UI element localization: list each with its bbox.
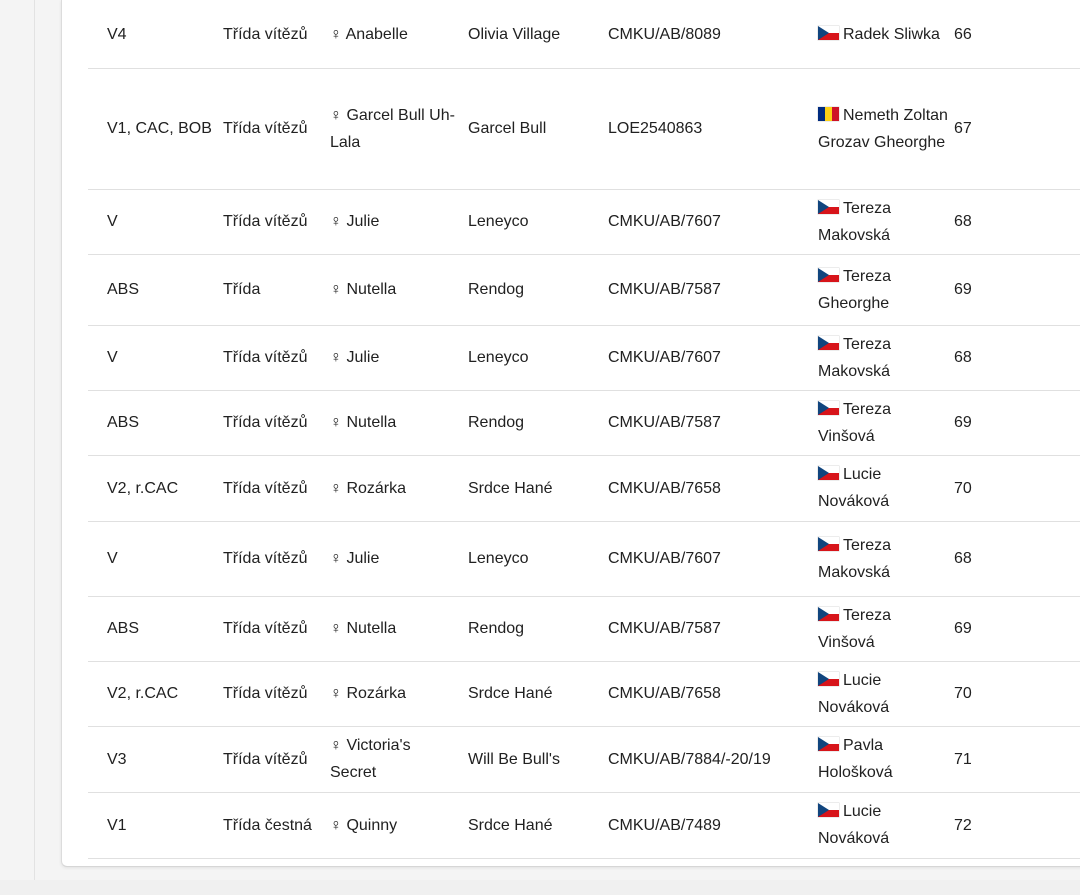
kennel-cell <box>468 455 603 521</box>
registration-cell-text: CMKU/AB/7884/-20/19 <box>608 750 771 768</box>
dog-name-cell-text: ♀ Victoria's Secret <box>330 737 411 781</box>
class-cell <box>223 792 318 858</box>
owner-name: Tereza Vinšová <box>818 606 892 651</box>
kennel-cell-text: Olivia Village <box>468 25 561 43</box>
dog-name-cell-text: ♀ Garcel Bull Uh-Lala <box>330 106 455 151</box>
czech-flag-icon <box>818 401 839 415</box>
catalog-number-cell <box>954 325 984 390</box>
catalog-number-cell-text: 70 <box>954 685 972 702</box>
czech-flag-icon <box>818 26 839 40</box>
grade-cell <box>107 521 217 596</box>
kennel-cell <box>468 390 603 455</box>
romania-flag-icon <box>818 107 839 121</box>
class-cell-text: Třída vítězů <box>223 620 308 637</box>
registration-cell-text: CMKU/AB/7607 <box>608 550 721 567</box>
catalog-number-cell <box>954 68 984 189</box>
class-cell-text: Třída vítězů <box>223 213 308 230</box>
dog-name-cell-text: ♀ Rozárka <box>330 685 407 702</box>
owner-name: Radek Sliwka <box>843 25 940 43</box>
grade-cell <box>107 726 217 792</box>
dog-name-cell-text: ♀ Quinny <box>330 816 398 834</box>
catalog-number-cell-text: 70 <box>954 479 972 497</box>
table-row[interactable] <box>88 726 1080 793</box>
grade-cell <box>107 254 217 325</box>
owner-cell-text <box>818 331 948 385</box>
class-cell-text: Třída vítězů <box>223 120 308 137</box>
class-cell <box>223 390 318 455</box>
catalog-number-cell <box>954 189 984 254</box>
grade-cell-text: V4 <box>107 25 127 43</box>
dog-name-cell-text: ♀ Julie <box>330 550 380 567</box>
catalog-number-cell <box>954 254 984 325</box>
class-cell <box>223 455 318 521</box>
page-bottom-bar <box>0 880 1080 895</box>
czech-flag-icon <box>818 200 839 214</box>
grade-cell-text: ABS <box>107 620 140 637</box>
grade-cell-text: V <box>107 349 118 366</box>
dog-name-cell-text: ♀ Nutella <box>330 414 397 431</box>
dog-name-cell <box>330 661 460 726</box>
class-cell <box>223 68 318 189</box>
catalog-number-cell <box>954 792 984 858</box>
owner-cell <box>818 661 948 726</box>
dog-name-cell <box>330 390 460 455</box>
dog-name-cell <box>330 325 460 390</box>
czech-flag-icon <box>818 466 839 480</box>
owner-cell-text <box>818 461 948 515</box>
table-row[interactable] <box>88 0 1080 69</box>
catalog-number-cell <box>954 661 984 726</box>
table-row[interactable] <box>88 68 1080 190</box>
grade-cell <box>107 189 217 254</box>
kennel-cell <box>468 792 603 858</box>
grade-cell <box>107 455 217 521</box>
class-cell-text: Třída <box>223 281 261 298</box>
grade-cell-text: ABS <box>107 281 140 298</box>
grade-cell <box>107 68 217 189</box>
kennel-cell <box>468 596 603 661</box>
grade-cell-text: V3 <box>107 750 127 768</box>
grade-cell <box>107 325 217 390</box>
owner-cell-text <box>818 195 948 249</box>
registration-cell-text: CMKU/AB/7658 <box>608 479 721 497</box>
table-row[interactable] <box>88 189 1080 255</box>
owner-name: Lucie Nováková <box>818 671 890 716</box>
grade-cell-text: V1, CAC, BOB <box>107 120 212 137</box>
page-left-rule <box>34 0 35 895</box>
czech-flag-icon <box>818 672 839 686</box>
owner-cell-text <box>818 263 948 317</box>
catalog-number-cell-text: 66 <box>954 25 972 43</box>
dog-name-cell-text: ♀ Nutella <box>330 620 397 637</box>
class-cell <box>223 596 318 661</box>
table-row[interactable] <box>88 325 1080 391</box>
grade-cell <box>107 792 217 858</box>
owner-cell-text <box>818 532 948 586</box>
kennel-cell-text: Srdce Hané <box>468 685 553 702</box>
class-cell-text: Třída vítězů <box>223 750 308 768</box>
kennel-cell <box>468 661 603 726</box>
czech-flag-icon <box>818 803 839 817</box>
table-row[interactable] <box>88 596 1080 662</box>
grade-cell-text: ABS <box>107 414 140 431</box>
registration-cell-text: CMKU/AB/7587 <box>608 281 721 298</box>
class-cell <box>223 521 318 596</box>
dog-name-cell <box>330 596 460 661</box>
owner-cell <box>818 325 948 390</box>
class-cell <box>223 325 318 390</box>
dog-name-cell <box>330 68 460 189</box>
owner-cell <box>818 521 948 596</box>
registration-cell <box>608 792 813 858</box>
czech-flag-icon <box>818 607 839 621</box>
dog-name-cell-text: ♀ Anabelle <box>330 25 408 43</box>
owner-cell <box>818 726 948 792</box>
kennel-cell <box>468 189 603 254</box>
registration-cell <box>608 455 813 521</box>
kennel-cell-text: Rendog <box>468 620 525 637</box>
grade-cell-text: V <box>107 213 118 230</box>
dog-name-cell-text: ♀ Julie <box>330 349 380 366</box>
class-cell <box>223 661 318 726</box>
class-cell-text: Třída čestná <box>223 816 312 834</box>
dog-name-cell-text: ♀ Nutella <box>330 281 397 298</box>
owner-name: Tereza Vinšová <box>818 400 892 445</box>
owner-name: Tereza Gheorghe <box>818 267 892 312</box>
class-cell-text: Třída vítězů <box>223 685 308 702</box>
catalog-number-cell-text: 68 <box>954 550 972 567</box>
czech-flag-icon <box>818 336 839 350</box>
owner-name: Tereza Makovská <box>818 536 892 581</box>
table-row[interactable] <box>88 455 1080 522</box>
kennel-cell <box>468 68 603 189</box>
dog-name-cell <box>330 521 460 596</box>
table-row[interactable] <box>88 254 1080 326</box>
dog-name-cell <box>330 726 460 792</box>
owner-name: Nemeth Zoltan Grozav Gheorghe <box>818 106 948 151</box>
dog-name-cell <box>330 189 460 254</box>
class-cell <box>223 189 318 254</box>
class-cell-text: Třída vítězů <box>223 25 308 43</box>
owner-cell <box>818 189 948 254</box>
owner-cell <box>818 254 948 325</box>
owner-name: Tereza Makovská <box>818 335 892 380</box>
kennel-cell <box>468 521 603 596</box>
dog-name-cell-text: ♀ Julie <box>330 213 380 230</box>
grade-cell-text: V2, r.CAC <box>107 685 179 702</box>
kennel-cell-text: Srdce Hané <box>468 816 553 834</box>
owner-cell-text <box>818 396 948 450</box>
registration-cell-text: CMKU/AB/7658 <box>608 685 721 702</box>
grade-cell-text: V <box>107 550 118 567</box>
catalog-number-cell-text: 69 <box>954 620 972 637</box>
class-cell <box>223 254 318 325</box>
table-row[interactable] <box>88 521 1080 597</box>
registration-cell <box>608 254 813 325</box>
owner-cell-text <box>818 732 948 786</box>
owner-cell-text <box>818 602 948 656</box>
grade-cell <box>107 661 217 726</box>
grade-cell <box>107 390 217 455</box>
kennel-cell-text: Garcel Bull <box>468 120 547 137</box>
registration-cell <box>608 661 813 726</box>
registration-cell-text: CMKU/AB/7607 <box>608 349 721 366</box>
kennel-cell-text: Rendog <box>468 414 525 431</box>
table-row[interactable] <box>88 390 1080 456</box>
grade-cell-text: V1 <box>107 816 127 834</box>
registration-cell <box>608 68 813 189</box>
registration-cell <box>608 189 813 254</box>
owner-cell <box>818 0 948 68</box>
table-row[interactable] <box>88 792 1080 859</box>
kennel-cell-text: Rendog <box>468 281 525 298</box>
kennel-cell <box>468 325 603 390</box>
registration-cell-text: LOE2540863 <box>608 120 703 137</box>
catalog-number-cell <box>954 390 984 455</box>
table-row[interactable] <box>88 661 1080 727</box>
kennel-cell-text: Leneyco <box>468 550 529 567</box>
registration-cell <box>608 521 813 596</box>
owner-name: Lucie Nováková <box>818 803 890 847</box>
registration-cell-text: CMKU/AB/7587 <box>608 414 721 431</box>
catalog-number-cell <box>954 596 984 661</box>
grade-cell <box>107 596 217 661</box>
registration-cell <box>608 390 813 455</box>
owner-cell-text <box>818 798 948 852</box>
registration-cell <box>608 0 813 68</box>
catalog-number-cell-text: 69 <box>954 281 972 298</box>
owner-cell <box>818 792 948 858</box>
owner-cell <box>818 596 948 661</box>
class-cell <box>223 0 318 68</box>
kennel-cell <box>468 0 603 68</box>
class-cell-text: Třída vítězů <box>223 414 308 431</box>
class-cell-text: Třída vítězů <box>223 349 308 366</box>
registration-cell-text: CMKU/AB/7607 <box>608 213 721 230</box>
dog-name-cell-text: ♀ Rozárka <box>330 479 407 497</box>
kennel-cell-text: Srdce Hané <box>468 479 553 497</box>
owner-name: Pavla Hološková <box>818 737 893 781</box>
registration-cell-text: CMKU/AB/7587 <box>608 620 721 637</box>
registration-cell-text: CMKU/AB/7489 <box>608 816 721 834</box>
catalog-number-cell-text: 71 <box>954 750 972 768</box>
catalog-number-cell-text: 72 <box>954 816 972 834</box>
registration-cell <box>608 325 813 390</box>
catalog-number-cell-text: 68 <box>954 213 972 230</box>
kennel-cell-text: Leneyco <box>468 349 529 366</box>
owner-name: Lucie Nováková <box>818 466 890 510</box>
class-cell-text: Třída vítězů <box>223 479 308 497</box>
kennel-cell <box>468 726 603 792</box>
catalog-number-cell <box>954 726 984 792</box>
owner-cell-text <box>818 21 940 48</box>
czech-flag-icon <box>818 268 839 282</box>
dog-name-cell <box>330 0 460 68</box>
czech-flag-icon <box>818 737 839 751</box>
dog-name-cell <box>330 254 460 325</box>
owner-cell-text <box>818 102 948 156</box>
catalog-number-cell <box>954 455 984 521</box>
catalog-number-cell-text: 69 <box>954 414 972 431</box>
czech-flag-icon <box>818 537 839 551</box>
dog-name-cell <box>330 792 460 858</box>
catalog-number-cell <box>954 521 984 596</box>
kennel-cell-text: Leneyco <box>468 213 529 230</box>
owner-cell <box>818 455 948 521</box>
kennel-cell-text: Will Be Bull's <box>468 750 560 768</box>
catalog-number-cell-text: 68 <box>954 349 972 366</box>
registration-cell <box>608 596 813 661</box>
catalog-number-cell <box>954 0 984 68</box>
registration-cell <box>608 726 813 792</box>
dog-name-cell <box>330 455 460 521</box>
kennel-cell <box>468 254 603 325</box>
registration-cell-text: CMKU/AB/8089 <box>608 25 721 43</box>
class-cell-text: Třída vítězů <box>223 550 308 567</box>
owner-cell <box>818 390 948 455</box>
catalog-number-cell-text: 67 <box>954 120 972 137</box>
owner-name: Tereza Makovská <box>818 199 892 244</box>
owner-cell <box>818 68 948 189</box>
grade-cell <box>107 0 217 68</box>
class-cell <box>223 726 318 792</box>
grade-cell-text: V2, r.CAC <box>107 479 179 497</box>
owner-cell-text <box>818 667 948 721</box>
